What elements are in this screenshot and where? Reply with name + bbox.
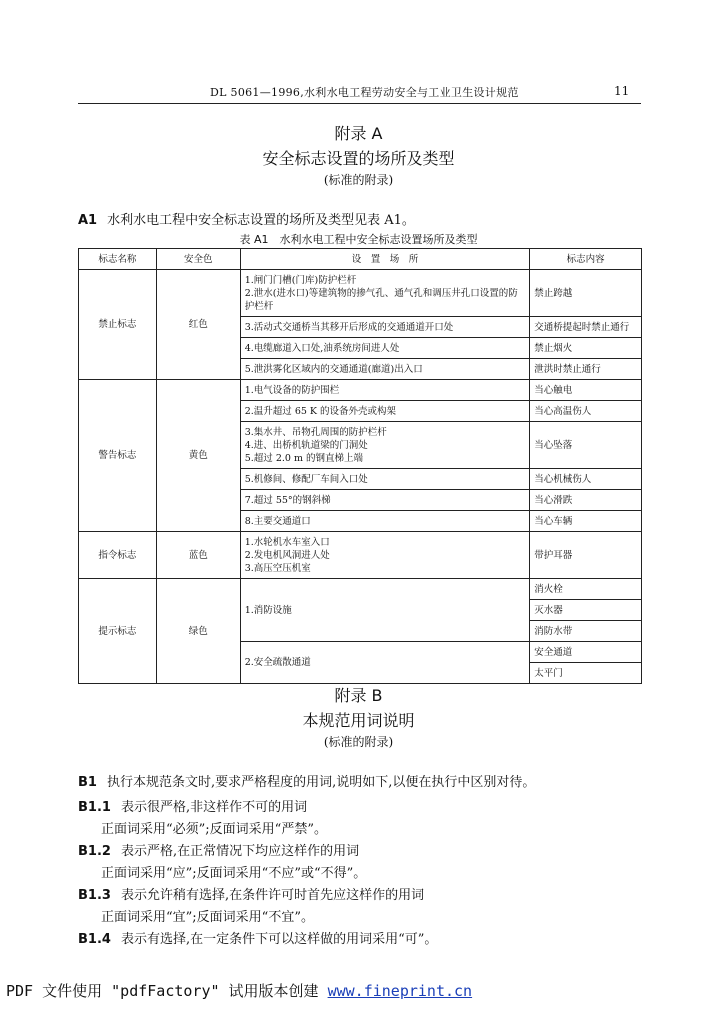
location-cell: 7.超过 55°的钢斜梯 (240, 490, 529, 511)
content-cell: 当心坠落 (530, 422, 642, 469)
content-cell: 当心高温伤人 (530, 401, 642, 422)
header-cell-content: 标志内容 (530, 249, 642, 270)
usage-item-b1-4 (78, 928, 437, 947)
safety-color-cell: 红色 (156, 270, 240, 380)
content-cell: 太平门 (530, 663, 642, 684)
location-cell: 3.活动式交通桥当其移开后形成的交通通道开口处 (240, 317, 529, 338)
location-cell (240, 532, 529, 579)
location-cell (240, 270, 529, 317)
content-cell: 安全通道 (530, 642, 642, 663)
safety-color-cell: 绿色 (156, 579, 240, 684)
location-cell: 5.机修间、修配厂车间入口处 (240, 469, 529, 490)
location-cell: 4.电缆廊道入口处,油系统房间进人处 (240, 338, 529, 359)
location-line: 4.进、出桥机轨道梁的门洞处 (244, 439, 368, 451)
paragraph-label: A1 (78, 213, 98, 228)
sign-name-cell: 禁止标志 (79, 270, 157, 380)
sign-name-cell: 提示标志 (79, 579, 157, 684)
usage-item-b1-1 (78, 796, 307, 815)
usage-item-b1-3 (78, 884, 424, 903)
content-cell: 禁止烟火 (530, 338, 642, 359)
usage-item-text: 表示很严格,非这样作不可的用词 (120, 800, 308, 815)
appendix-b-subtitle: 本规范用词说明 (302, 711, 415, 730)
sign-name-cell: 警告标志 (79, 380, 157, 532)
usage-item-b1-1-words (101, 818, 327, 837)
location-line: 2.泄水(进水口)等建筑物的掺气孔、通气孔和调压井孔口设置的防护栏杆 (244, 287, 518, 312)
location-cell: 8.主要交通道口 (240, 511, 529, 532)
header-rule (78, 103, 641, 104)
table-row (79, 579, 642, 600)
table-caption: 表 A1 水利水电工程中安全标志设置场所及类型 (239, 233, 478, 246)
content-cell: 泄洪时禁止通行 (530, 359, 642, 380)
location-line: 5.超过 2.0 m 的钢直梯上端 (244, 452, 363, 464)
footer-text: PDF 文件使用 "pdfFactory" 试用版本创建 (6, 982, 319, 1000)
page-header (0, 0, 717, 104)
appendix-a-subtitle: 安全标志设置的场所及类型 (262, 149, 455, 168)
usage-item-text: 正面词采用“必须”;反面词采用“严禁”。 (101, 822, 327, 837)
usage-item-text: 表示允许稍有选择,在条件许可时首先应这样作的用词 (120, 888, 425, 903)
running-header-title: DL 5061—1996,水利水电工程劳动安全与工业卫生设计规范 (210, 86, 519, 99)
location-line: 1.闸门门槽(门库)防护栏杆 (244, 274, 357, 286)
location-line: 1.水轮机水车室入口 (244, 536, 330, 548)
usage-item-text: 正面词采用“宜”;反面词采用“不宜”。 (101, 910, 314, 925)
safety-sign-table (78, 248, 642, 684)
appendix-b-note: (标准的附录) (323, 735, 394, 749)
location-cell: 2.安全疏散通道 (240, 642, 529, 684)
usage-item-text: 表示有选择,在一定条件下可以这样做的用词采用“可”。 (120, 932, 438, 947)
pdf-factory-footer (6, 980, 472, 1001)
usage-item-label: B1.2 (78, 844, 111, 859)
location-cell: 5.泄洪雾化区域内的交通通道(廊道)出入口 (240, 359, 529, 380)
safety-color-cell: 黄色 (156, 380, 240, 532)
safety-color-cell: 蓝色 (156, 532, 240, 579)
page-number: 11 (614, 84, 630, 98)
content-cell: 带护耳器 (530, 532, 642, 579)
location-line: 2.发电机风洞进人处 (244, 549, 330, 561)
appendix-a-note: (标准的附录) (323, 173, 394, 187)
content-cell: 禁止跨越 (530, 270, 642, 317)
usage-item-label: B1.3 (78, 888, 111, 903)
location-cell: 2.温升超过 65 K 的设备外壳或构架 (240, 401, 529, 422)
usage-item-text: 执行本规范条文时,要求严格程度的用词,说明如下,以便在执行中区别对待。 (106, 775, 536, 790)
content-cell: 当心触电 (530, 380, 642, 401)
usage-item-b1-3-words (101, 906, 314, 925)
usage-item-text: 正面词采用“应”;反面词采用“不应”或“不得”。 (101, 866, 367, 881)
content-cell: 消防水带 (530, 621, 642, 642)
location-cell (240, 422, 529, 469)
table-row (79, 532, 642, 579)
table-row (79, 270, 642, 317)
table-row (79, 380, 642, 401)
usage-item-label: B1.1 (78, 800, 111, 815)
content-cell: 当心车辆 (530, 511, 642, 532)
location-line: 3.高压空压机室 (244, 562, 311, 574)
content-cell: 当心滑跌 (530, 490, 642, 511)
table-header-row (79, 249, 642, 270)
fineprint-link[interactable]: www.fineprint.cn (327, 982, 473, 1000)
location-line: 3.集水井、吊物孔周围的防护栏杆 (244, 426, 387, 438)
paragraph-a1 (78, 209, 415, 228)
content-cell: 当心机械伤人 (530, 469, 642, 490)
header-cell-location: 设 置 场 所 (240, 249, 529, 270)
header-cell-sign-name: 标志名称 (79, 249, 157, 270)
usage-item-b1 (78, 771, 535, 790)
usage-item-b1-2 (78, 840, 359, 859)
usage-item-b1-2-words (101, 862, 366, 881)
appendix-a-title: 附录 A (334, 124, 383, 143)
location-cell: 1.消防设施 (240, 579, 529, 642)
usage-item-label: B1.4 (78, 932, 111, 947)
usage-item-text: 表示严格,在正常情况下均应这样作的用词 (120, 844, 360, 859)
usage-item-label: B1 (78, 775, 97, 790)
location-cell: 1.电气设备的防护围栏 (240, 380, 529, 401)
appendix-b-title: 附录 B (334, 686, 383, 705)
sign-name-cell: 指令标志 (79, 532, 157, 579)
content-cell: 消火栓 (530, 579, 642, 600)
paragraph-text: 水利水电工程中安全标志设置的场所及类型见表 A1。 (107, 213, 415, 228)
content-cell: 灭水器 (530, 600, 642, 621)
header-cell-safety-color: 安全色 (156, 249, 240, 270)
content-cell: 交通桥提起时禁止通行 (530, 317, 642, 338)
